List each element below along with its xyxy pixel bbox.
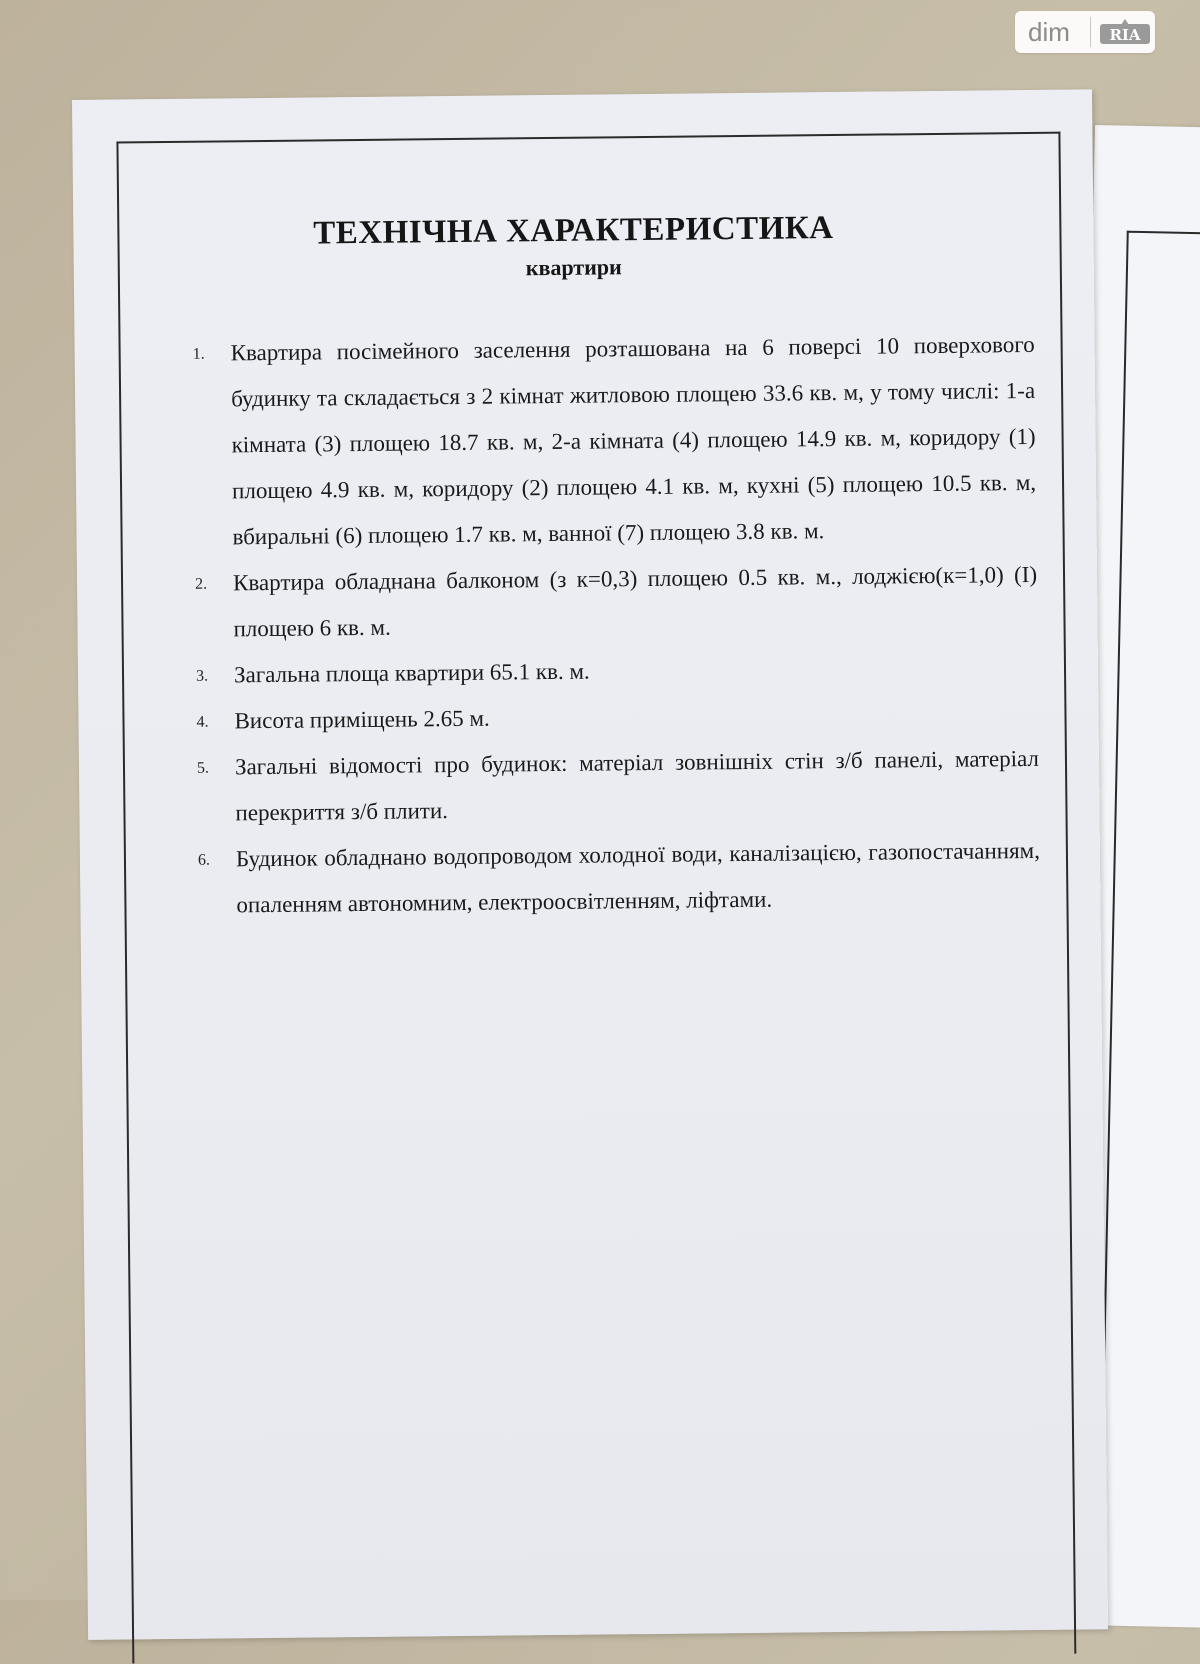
item-number: 6. xyxy=(197,851,211,869)
item-number: 2. xyxy=(194,575,208,593)
list-item xyxy=(195,552,1038,653)
item-text: Висота приміщень 2.65 м. xyxy=(234,705,490,734)
ria-logo-icon xyxy=(1099,17,1151,47)
adjacent-page-frame xyxy=(1098,231,1200,1616)
document-subtitle: квартири xyxy=(525,254,622,281)
list-item xyxy=(192,322,1036,561)
item-number: 4. xyxy=(196,713,209,731)
dim-ria-watermark xyxy=(1015,11,1155,53)
watermark-brand: dim xyxy=(1028,16,1070,47)
item-text: Квартира обладнана балконом (з к=0,3) площею 0.5 кв. м., лоджією(к=1,0) (І) площею 6 кв. м. xyxy=(232,561,1038,642)
document-sheet xyxy=(72,89,1108,1640)
list-item xyxy=(198,828,1041,929)
item-text: Будинок обладнано водопроводом холодної води, каналізацією, газопостачанням, опаленням автономним, електроосвітленням, ліфтами. xyxy=(235,837,1041,918)
item-number: 1. xyxy=(192,345,205,363)
item-number: 3. xyxy=(195,667,209,685)
list-item xyxy=(197,736,1040,837)
document-title: ТЕХНІЧНА ХАРАКТЕРИСТИКА xyxy=(313,210,834,252)
item-text: Квартира посімейного заселення розташована на 6 поверсі 10 поверхового будинку та складається з 2 кімнат житловою площею 33.6 кв. м, у тому числі: 1-а кімната (3) площею 18.7 кв. м, 2-а кімната (4) площею 14.9 кв. м, коридору (1) площею 4.9 кв. м, коридору (2) площею 4.1 кв. м, кухні (5) площею 10.5 кв. м, вбиральні (6) площею 1.7 кв. м, ванної (7) площею 3.8 кв. м. xyxy=(230,331,1037,550)
item-text: Загальні відомості про будинок: матеріал зовнішніх стін з/б панелі, матеріал перекриття з/б плити. xyxy=(234,745,1040,826)
characteristics-list xyxy=(192,322,1040,929)
item-text: Загальна площа квартири 65.1 кв. м. xyxy=(233,658,590,688)
item-number: 5. xyxy=(196,759,210,777)
watermark-divider xyxy=(1090,17,1091,47)
svg-text:RIA: RIA xyxy=(1109,26,1141,44)
